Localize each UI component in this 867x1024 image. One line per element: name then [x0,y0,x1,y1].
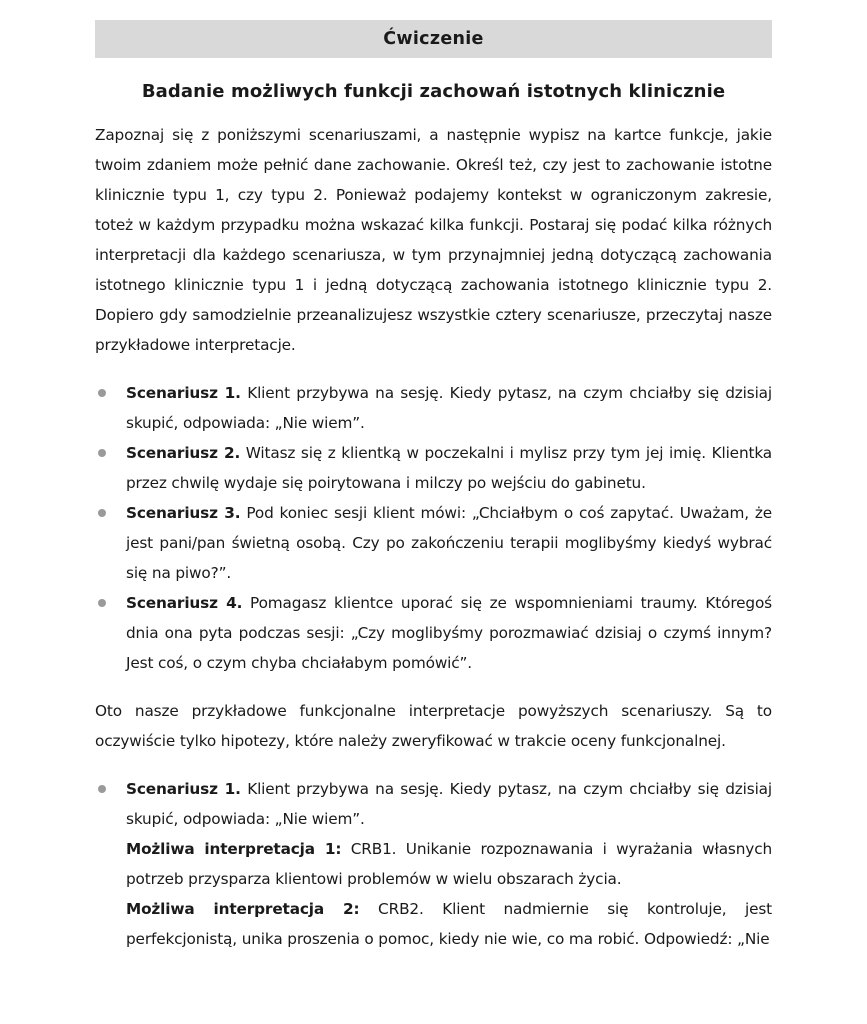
bullet-icon [98,389,106,397]
scenario-item [95,438,772,498]
bullet-icon [98,785,106,793]
scenario-text: Klient przybywa na sesję. Kiedy pytasz, na czym chciałby się dzisiaj skupić, odpowiada: „Nie wiem”. [126,384,773,432]
section-title: Badanie możliwych funkcji zachowań istotnych klinicznie [141,81,726,102]
bullet-icon [98,599,106,607]
interpretation-text: CRB2. Klient nadmiernie się kontroluje, jest perfekcjonistą, unika proszenia o pomoc, kiedy nie wie, co ma robić. Odpowiedź: „Nie [126,900,772,948]
interpretation-text: CRB1. Unikanie rozpoznawania i wyrażania własnych potrzeb przysparza klientowi problemów w wielu obszarach życia. [126,840,773,888]
scenario-label: Scenariusz 1. [126,384,241,402]
interpretation-label: Możliwa interpretacja 2: [126,900,360,918]
bullet-icon [98,509,106,517]
interpretation-label: Możliwa interpretacja 1: [126,840,342,858]
scenario-label: Scenariusz 3. [126,504,241,522]
scenario-item [95,588,772,678]
scenario-label: Scenariusz 4. [126,594,243,612]
body-text [95,120,772,972]
banner-title: Ćwiczenie [383,29,484,49]
interpretations-intro: Oto nasze przykładowe funkcjonalne interpretacje powyższych scenariuszy. Są to oczywiście tylko hipotezy, które należy zweryfikować w trakcie oceny funkcjonalnej. [95,702,772,750]
scenario-text: Pomagasz klientce uporać się ze wspomnieniami traumy. Któregoś dnia ona pyta podczas sesji: „Czy moglibyśmy porozmawiać dzisiaj o czymś innym? Jest coś, o czym chyba chciałabym pomówić”. [126,594,772,672]
interpretation-1 [126,834,772,894]
scenario-text: Pod koniec sesji klient mówi: „Chciałbym o coś zapytać. Uważam, że jest pani/pan świetną osobą. Czy po zakończeniu terapii moglibyśmy kiedyś wybrać się na piwo?”. [126,504,772,582]
intro-paragraph: Zapoznaj się z poniższymi scenariuszami, a następnie wypisz na kartce funkcje, jakie twoim zdaniem może pełnić dane zachowanie. Określ też, czy jest to zachowanie istotne klinicznie typu 1, czy typu 2. Ponieważ podajemy kontekst w ograniczonym zakresie, toteż w każdym przypadku można wskazać kilka funkcji. Postaraj się podać kilka różnych interpretacji dla każdego scenariusza, w tym przynajmniej jedną dotyczącą zachowania istotnego klinicznie typu 1 i jedną dotyczącą zachowania istotnego klinicznie typu 2. Dopiero gdy samodzielnie przeanalizujesz wszystkie cztery scenariusze, przeczytaj nasze przykładowe interpretacje. [95,126,772,354]
scenario-text: Witasz się z klientką w poczekalni i mylisz przy tym jej imię. Klientka przez chwilę wydaje się poirytowana i milczy po wejściu do gabinetu. [126,444,772,492]
scenario-label: Scenariusz 2. [126,444,241,462]
answer-list [95,774,772,954]
exercise-banner [95,20,772,58]
scenario-item [95,498,772,588]
bullet-icon [98,449,106,457]
answer-item [95,774,772,954]
scenario-list [95,378,772,678]
interpretation-2 [126,894,772,954]
scenario-item [95,378,772,438]
scenario-label: Scenariusz 1. [126,780,241,798]
scenario-text: Klient przybywa na sesję. Kiedy pytasz, na czym chciałby się dzisiaj skupić, odpowiada: „Nie wiem”. [126,780,773,828]
